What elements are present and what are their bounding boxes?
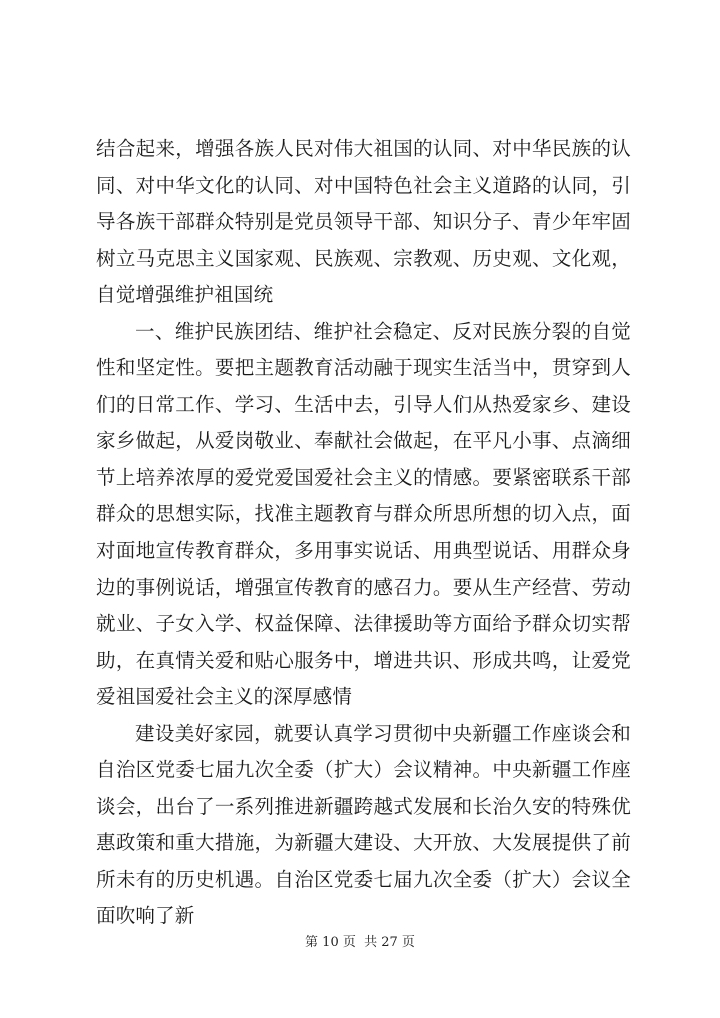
paragraph-beautiful-homeland: 建设美好家园，就要认真学习贯彻中央新疆工作座谈会和自治区党委七届九次全委（扩大）会议精神。中央新疆工作座谈会，出台了一系列推进新疆跨越式发展和长治久安的特殊优惠政策和重大措施，为新疆大建设、大开放、大发展提供了前所未有的历史机遇。自治区党委七届九次全委（扩大）会议全面吹响了新 (96, 721, 631, 928)
page-footer (0, 934, 720, 952)
paragraph-continuation: 结合起来，增强各族人民对伟大祖国的认同、对中华民族的认同、对中华文化的认同、对中国特色社会主义道路的认同，引导各族干部群众特别是党员领导干部、知识分子、青少年牢固树立马克思主义国家观、民族观、宗教观、历史观、文化观，自觉增强维护祖国统 (96, 137, 631, 307)
page-number-label: 第 10 页 共 27 页 (305, 935, 415, 950)
paragraph-section-one: 一、维护民族团结、维护社会稳定、反对民族分裂的自觉性和坚定性。要把主题教育活动融于现实生活当中，贯穿到人们的日常工作、学习、生活中去，引导人们从热爱家乡、建设家乡做起，从爱岗敬业、奉献社会做起，在平凡小事、点滴细节上培养浓厚的爱党爱国爱社会主义的情感。要紧密联系干部群众的思想实际，找准主题教育与群众所思所想的切入点，面对面地宣传教育群众，多用事实说话、用典型说话、用群众身边的事例说话，增强宣传教育的感召力。要从生产经营、劳动就业、子女入学、权益保障、法律援助等方面给予群众切实帮助，在真情关爱和贴心服务中，增进共识、形成共鸣，让爱党爱祖国爱社会主义的深厚感情 (96, 319, 631, 709)
document-body (96, 131, 631, 935)
